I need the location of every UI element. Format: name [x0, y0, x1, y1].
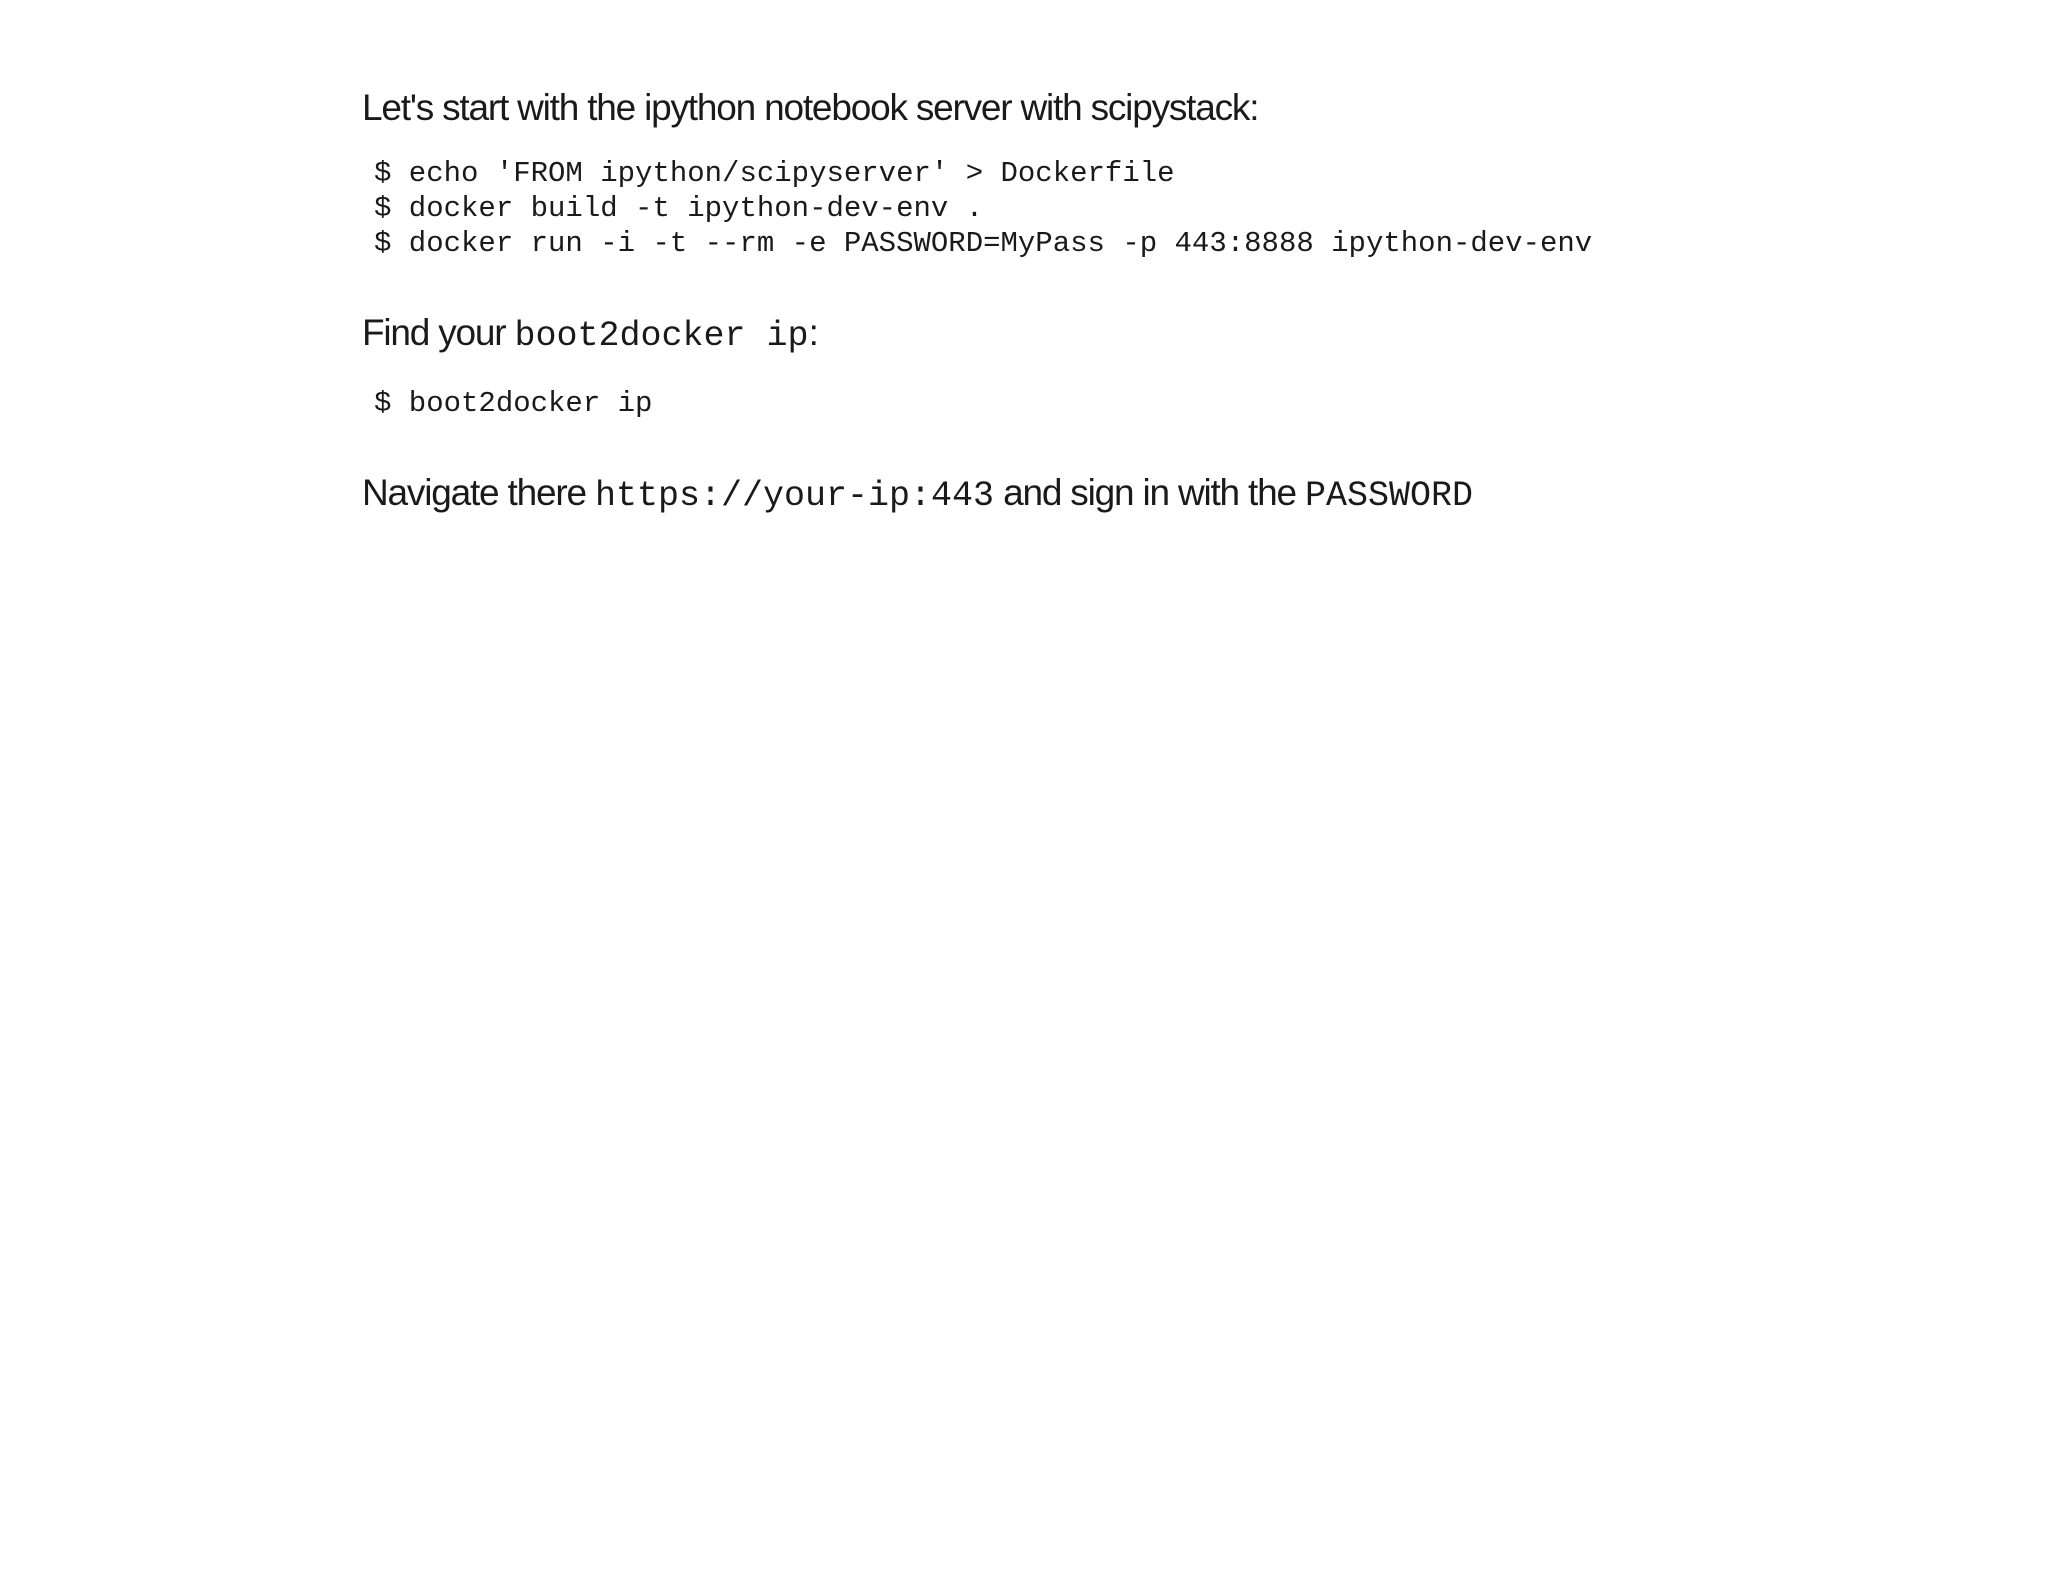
- navigate-paragraph: [362, 463, 1862, 526]
- code-line: $ echo 'FROM ipython/scipyserver' > Dockerfile: [374, 157, 1175, 190]
- inline-code-url: https://your-ip:443: [594, 476, 995, 516]
- intro-paragraph: Let's start with the ipython notebook server with scipystack:: [362, 87, 1259, 128]
- find-ip-paragraph: [362, 303, 1862, 366]
- code-line: $ boot2docker ip: [374, 387, 653, 420]
- find-ip-suffix: :: [808, 312, 818, 353]
- ip-code-block: [362, 386, 1862, 421]
- inline-code-boot2docker-ip: boot2docker ip: [514, 316, 809, 356]
- code-line: $ docker run -i -t --rm -e PASSWORD=MyPass -p 443:8888 ipython-dev-env: [374, 227, 1593, 260]
- navigate-middle: and sign in with the: [994, 472, 1305, 513]
- setup-code-block: [362, 156, 1862, 261]
- code-line: $ docker build -t ipython-dev-env .: [374, 192, 984, 225]
- inline-code-password: PASSWORD: [1304, 476, 1473, 516]
- find-ip-prefix: Find your: [362, 312, 515, 353]
- navigate-prefix: Navigate there: [362, 472, 595, 513]
- document-body: [362, 78, 1862, 526]
